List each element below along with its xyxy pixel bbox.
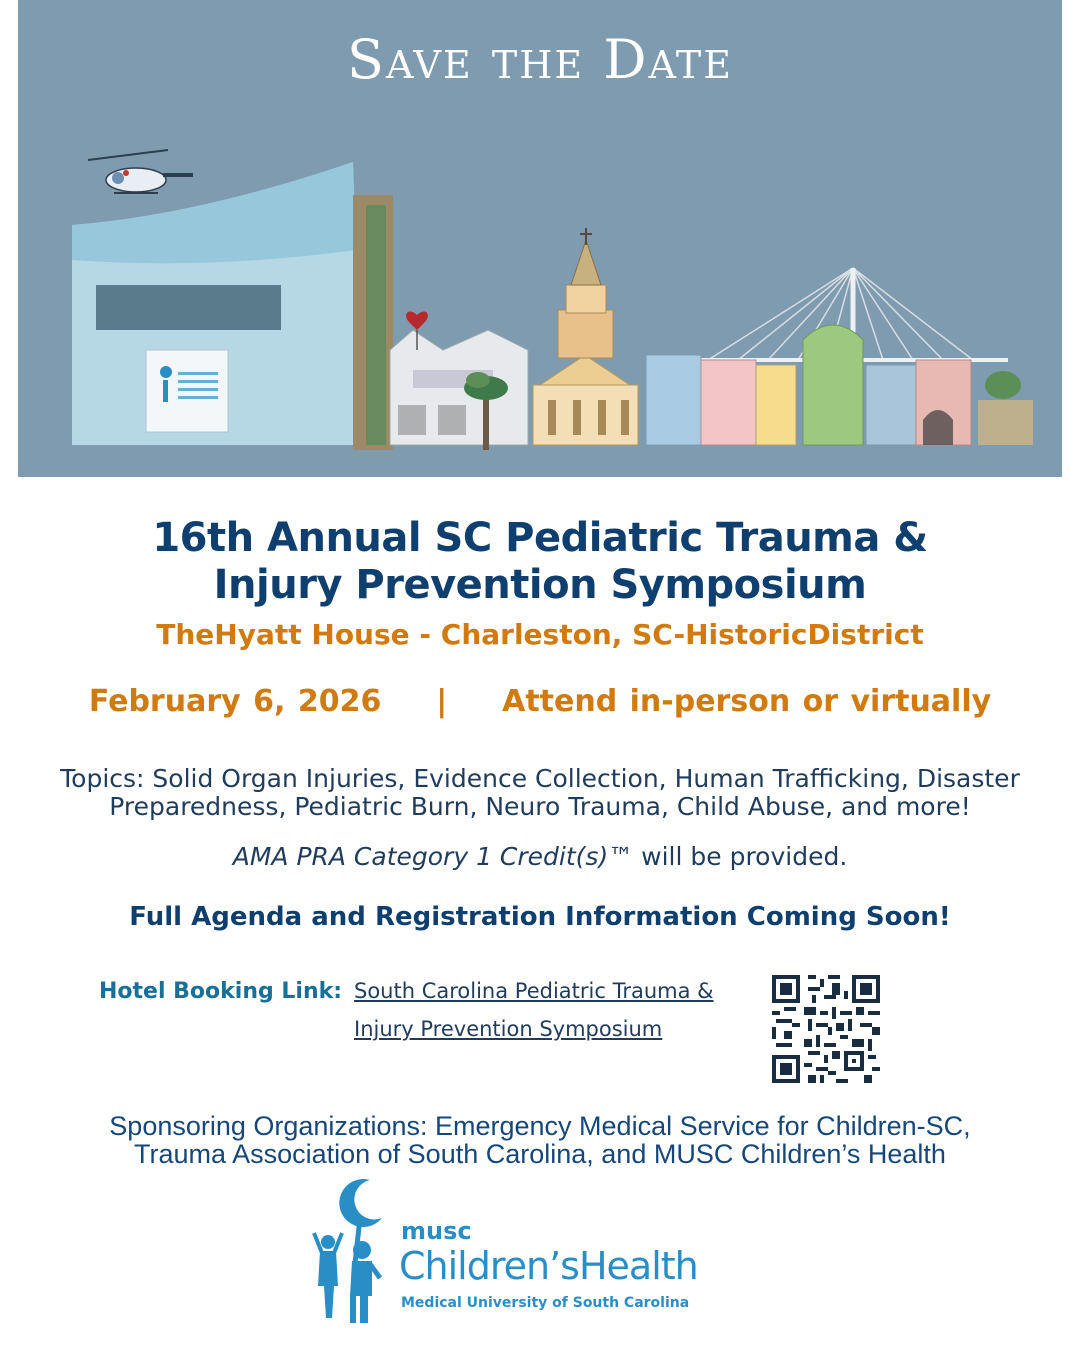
event-venue: TheHyatt House - Charleston, SC-HistoricDistrict bbox=[156, 618, 924, 651]
hotel-booking-link[interactable] bbox=[354, 972, 734, 1048]
event-title-line1: 16th Annual SC Pediatric Trauma & bbox=[152, 515, 928, 561]
church-steeple bbox=[533, 228, 638, 445]
musc-childrens-health-logo bbox=[300, 1178, 740, 1328]
event-dateline bbox=[0, 684, 1080, 719]
hotel-link-line2[interactable]: Injury Prevention Symposium bbox=[354, 1017, 663, 1041]
credit-rest: will be provided. bbox=[633, 842, 848, 871]
credit-designation: AMA PRA Category 1 Credit(s)™ bbox=[232, 842, 634, 871]
rainbow-row-houses bbox=[646, 325, 1033, 445]
save-the-date-banner bbox=[18, 0, 1062, 477]
credit-statement bbox=[0, 842, 1080, 871]
hotel-booking-label: Hotel Booking Link: bbox=[99, 979, 343, 1004]
agenda-notice: Full Agenda and Registration Information Coming Soon! bbox=[129, 902, 951, 932]
sponsors-line2: Trauma Association of South Carolina, and MUSC Children’s Health bbox=[134, 1139, 946, 1169]
qr-code-icon[interactable] bbox=[772, 975, 880, 1083]
logo-brand: musc bbox=[401, 1217, 472, 1245]
event-title-line2: Injury Prevention Symposium bbox=[213, 562, 867, 608]
helicopter-icon bbox=[88, 150, 193, 193]
logo-name: Children’sHealth bbox=[399, 1244, 698, 1288]
sponsors-line1: Sponsoring Organizations: Emergency Medical Service for Children-SC, bbox=[109, 1111, 971, 1141]
attendance-mode: Attend in-person or virtually bbox=[502, 684, 992, 719]
children-moon-icon bbox=[300, 1178, 400, 1328]
banner-title: Save the Date bbox=[346, 28, 734, 91]
event-date: February 6, 2026 bbox=[88, 684, 382, 719]
date-separator: | bbox=[436, 684, 448, 719]
hotel-link-line1[interactable]: South Carolina Pediatric Trauma & bbox=[354, 979, 714, 1003]
hospital-building bbox=[72, 162, 393, 450]
topics-line1: Topics: Solid Organ Injuries, Evidence Collection, Human Trafficking, Disaster bbox=[60, 764, 1020, 793]
charleston-skyline-illustration bbox=[18, 0, 1062, 477]
topics-line2: Preparedness, Pediatric Burn, Neuro Trauma, Child Abuse, and more! bbox=[109, 792, 971, 821]
heart-icon bbox=[406, 311, 428, 330]
logo-subtitle: Medical University of South Carolina bbox=[401, 1295, 690, 1311]
